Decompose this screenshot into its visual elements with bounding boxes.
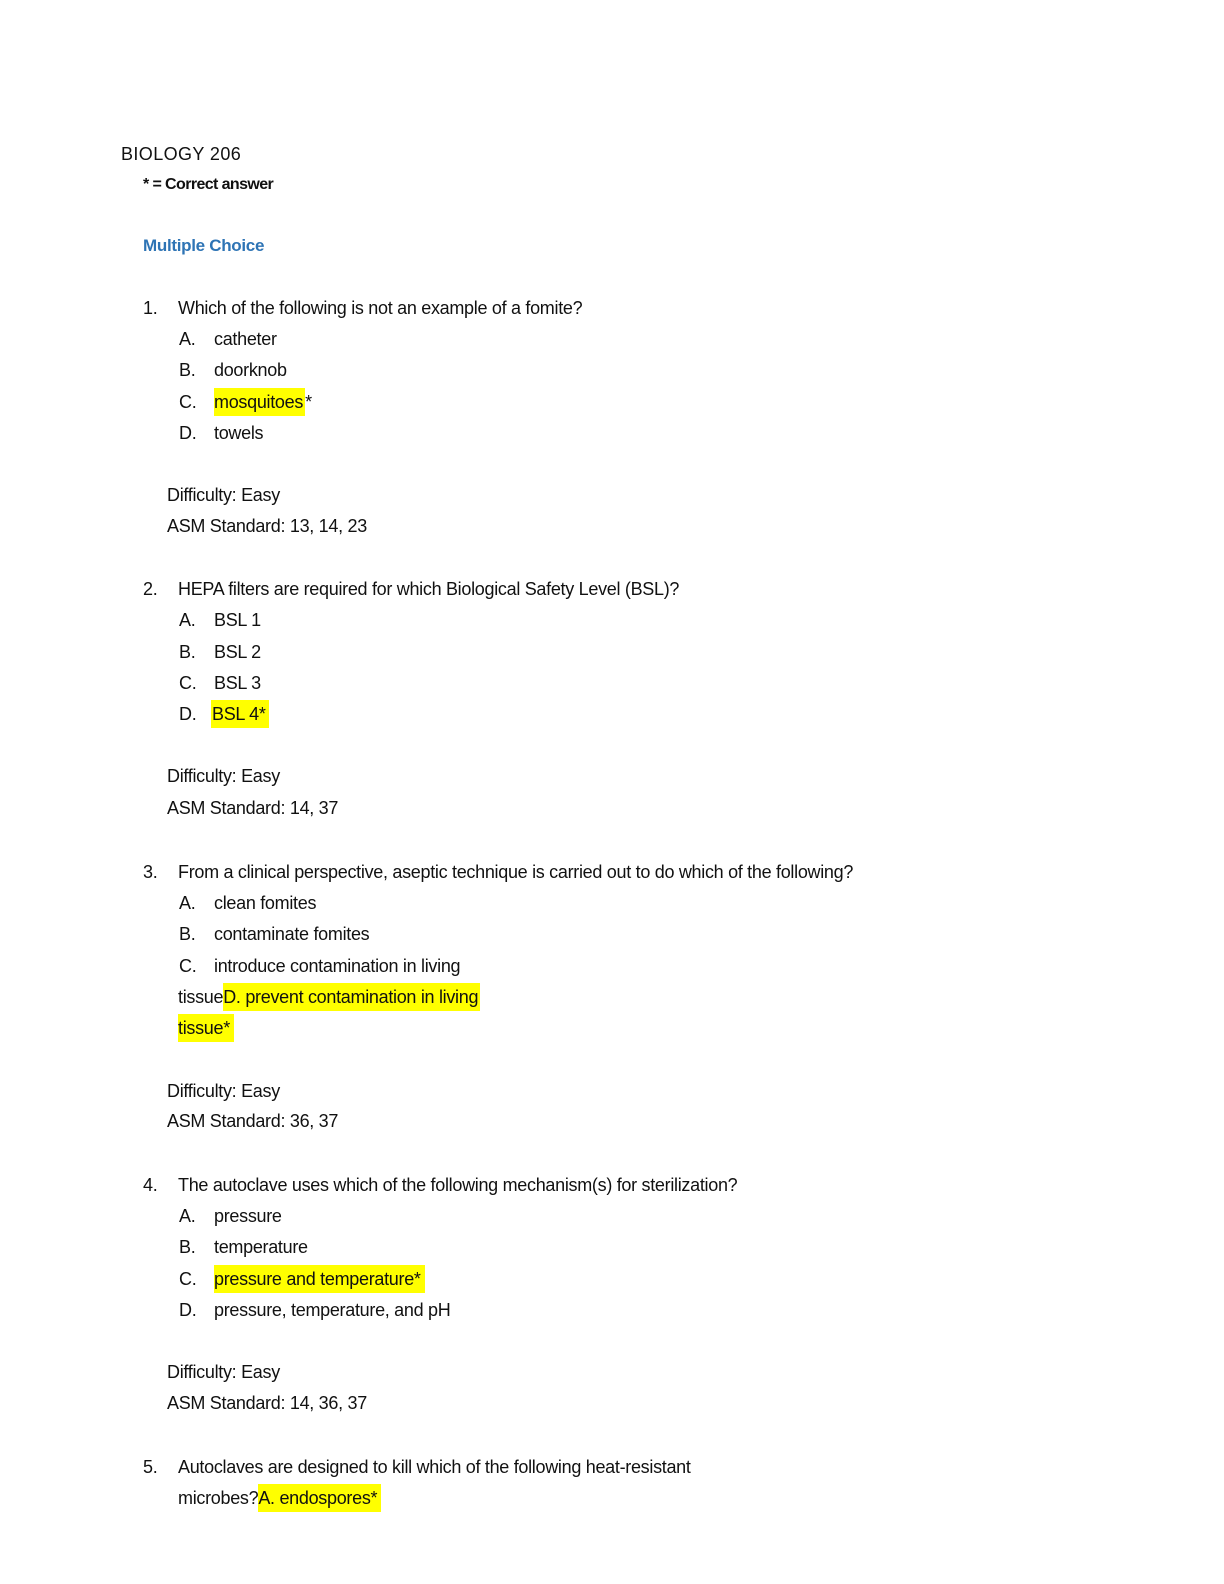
option-letter: D.: [179, 423, 197, 443]
option-text: contaminate fomites: [214, 924, 370, 944]
option-text: clean fomites: [214, 893, 317, 913]
option-text: pressure: [214, 1206, 282, 1226]
option-text: temperature: [214, 1237, 308, 1257]
option-text: towels: [214, 423, 264, 443]
option-text: doorknob: [214, 360, 287, 380]
question-number: 2.: [143, 579, 158, 599]
course-title: BIOLOGY 206: [121, 144, 242, 164]
asm-standard-label: ASM Standard: 13, 14, 23: [167, 516, 367, 536]
question-stem: Autoclaves are designed to kill which of the following heat-resistant: [178, 1457, 691, 1477]
option-text: BSL 2: [214, 642, 261, 662]
asm-standard-label: ASM Standard: 36, 37: [167, 1111, 339, 1131]
option-letter: C.: [179, 673, 197, 693]
option-letter: B.: [179, 642, 196, 662]
asm-standard-label: ASM Standard: 14, 37: [167, 798, 339, 818]
option-text: introduce contamination in living: [214, 956, 461, 976]
option-text: BSL 1: [214, 610, 261, 630]
correct-marker: *: [305, 392, 312, 412]
highlighted-answer: mosquitoes: [214, 388, 305, 416]
correct-option: [211, 702, 269, 726]
option-text: catheter: [214, 329, 277, 349]
option-letter: A.: [179, 610, 196, 630]
highlighted-answer: BSL 4*: [211, 700, 269, 728]
question-stem: The autoclave uses which of the following mechanism(s) for sterilization?: [178, 1175, 738, 1195]
highlighted-answer: D. prevent contamination in living: [223, 983, 480, 1011]
option-letter: D.: [179, 1300, 197, 1320]
correct-option: [214, 1267, 425, 1291]
option-letter: C.: [179, 956, 197, 976]
option-letter: B.: [179, 924, 196, 944]
question-stem: From a clinical perspective, aseptic technique is carried out to do which of the following?: [178, 862, 854, 882]
answer-legend: * = Correct answer: [143, 176, 274, 193]
option-text: BSL 3: [214, 673, 261, 693]
highlighted-answer: tissue*: [178, 1014, 234, 1042]
option-letter: A.: [179, 1206, 196, 1226]
highlighted-answer: pressure and temperature*: [214, 1265, 425, 1293]
wrapped-option-line: [178, 985, 480, 1009]
question-number: 3.: [143, 862, 158, 882]
question-number: 4.: [143, 1175, 158, 1195]
question-number: 1.: [143, 298, 158, 318]
stem-text: microbes?: [178, 1488, 259, 1508]
difficulty-label: Difficulty: Easy: [167, 766, 280, 786]
option-text: pressure, temperature, and pH: [214, 1300, 451, 1320]
question-stem: Which of the following is not an example of a fomite?: [178, 298, 583, 318]
question-number: 5.: [143, 1457, 158, 1477]
asm-standard-label: ASM Standard: 14, 36, 37: [167, 1393, 367, 1413]
option-letter: C.: [179, 1269, 197, 1289]
difficulty-label: Difficulty: Easy: [167, 485, 280, 505]
wrapped-option-line: [178, 1016, 234, 1040]
option-letter: B.: [179, 1237, 196, 1257]
option-letter: C.: [179, 392, 197, 412]
option-letter: A.: [179, 329, 196, 349]
section-title: Multiple Choice: [143, 236, 265, 255]
difficulty-label: Difficulty: Easy: [167, 1081, 280, 1101]
difficulty-label: Difficulty: Easy: [167, 1362, 280, 1382]
question-stem-line2: [178, 1486, 381, 1510]
highlighted-answer: A. endospores*: [258, 1484, 381, 1512]
option-letter: D.: [179, 704, 197, 724]
question-stem: HEPA filters are required for which Biological Safety Level (BSL)?: [178, 579, 680, 599]
option-letter: A.: [179, 893, 196, 913]
option-letter: B.: [179, 360, 196, 380]
wrapped-text: tissue: [178, 987, 224, 1007]
correct-option: [214, 390, 312, 414]
